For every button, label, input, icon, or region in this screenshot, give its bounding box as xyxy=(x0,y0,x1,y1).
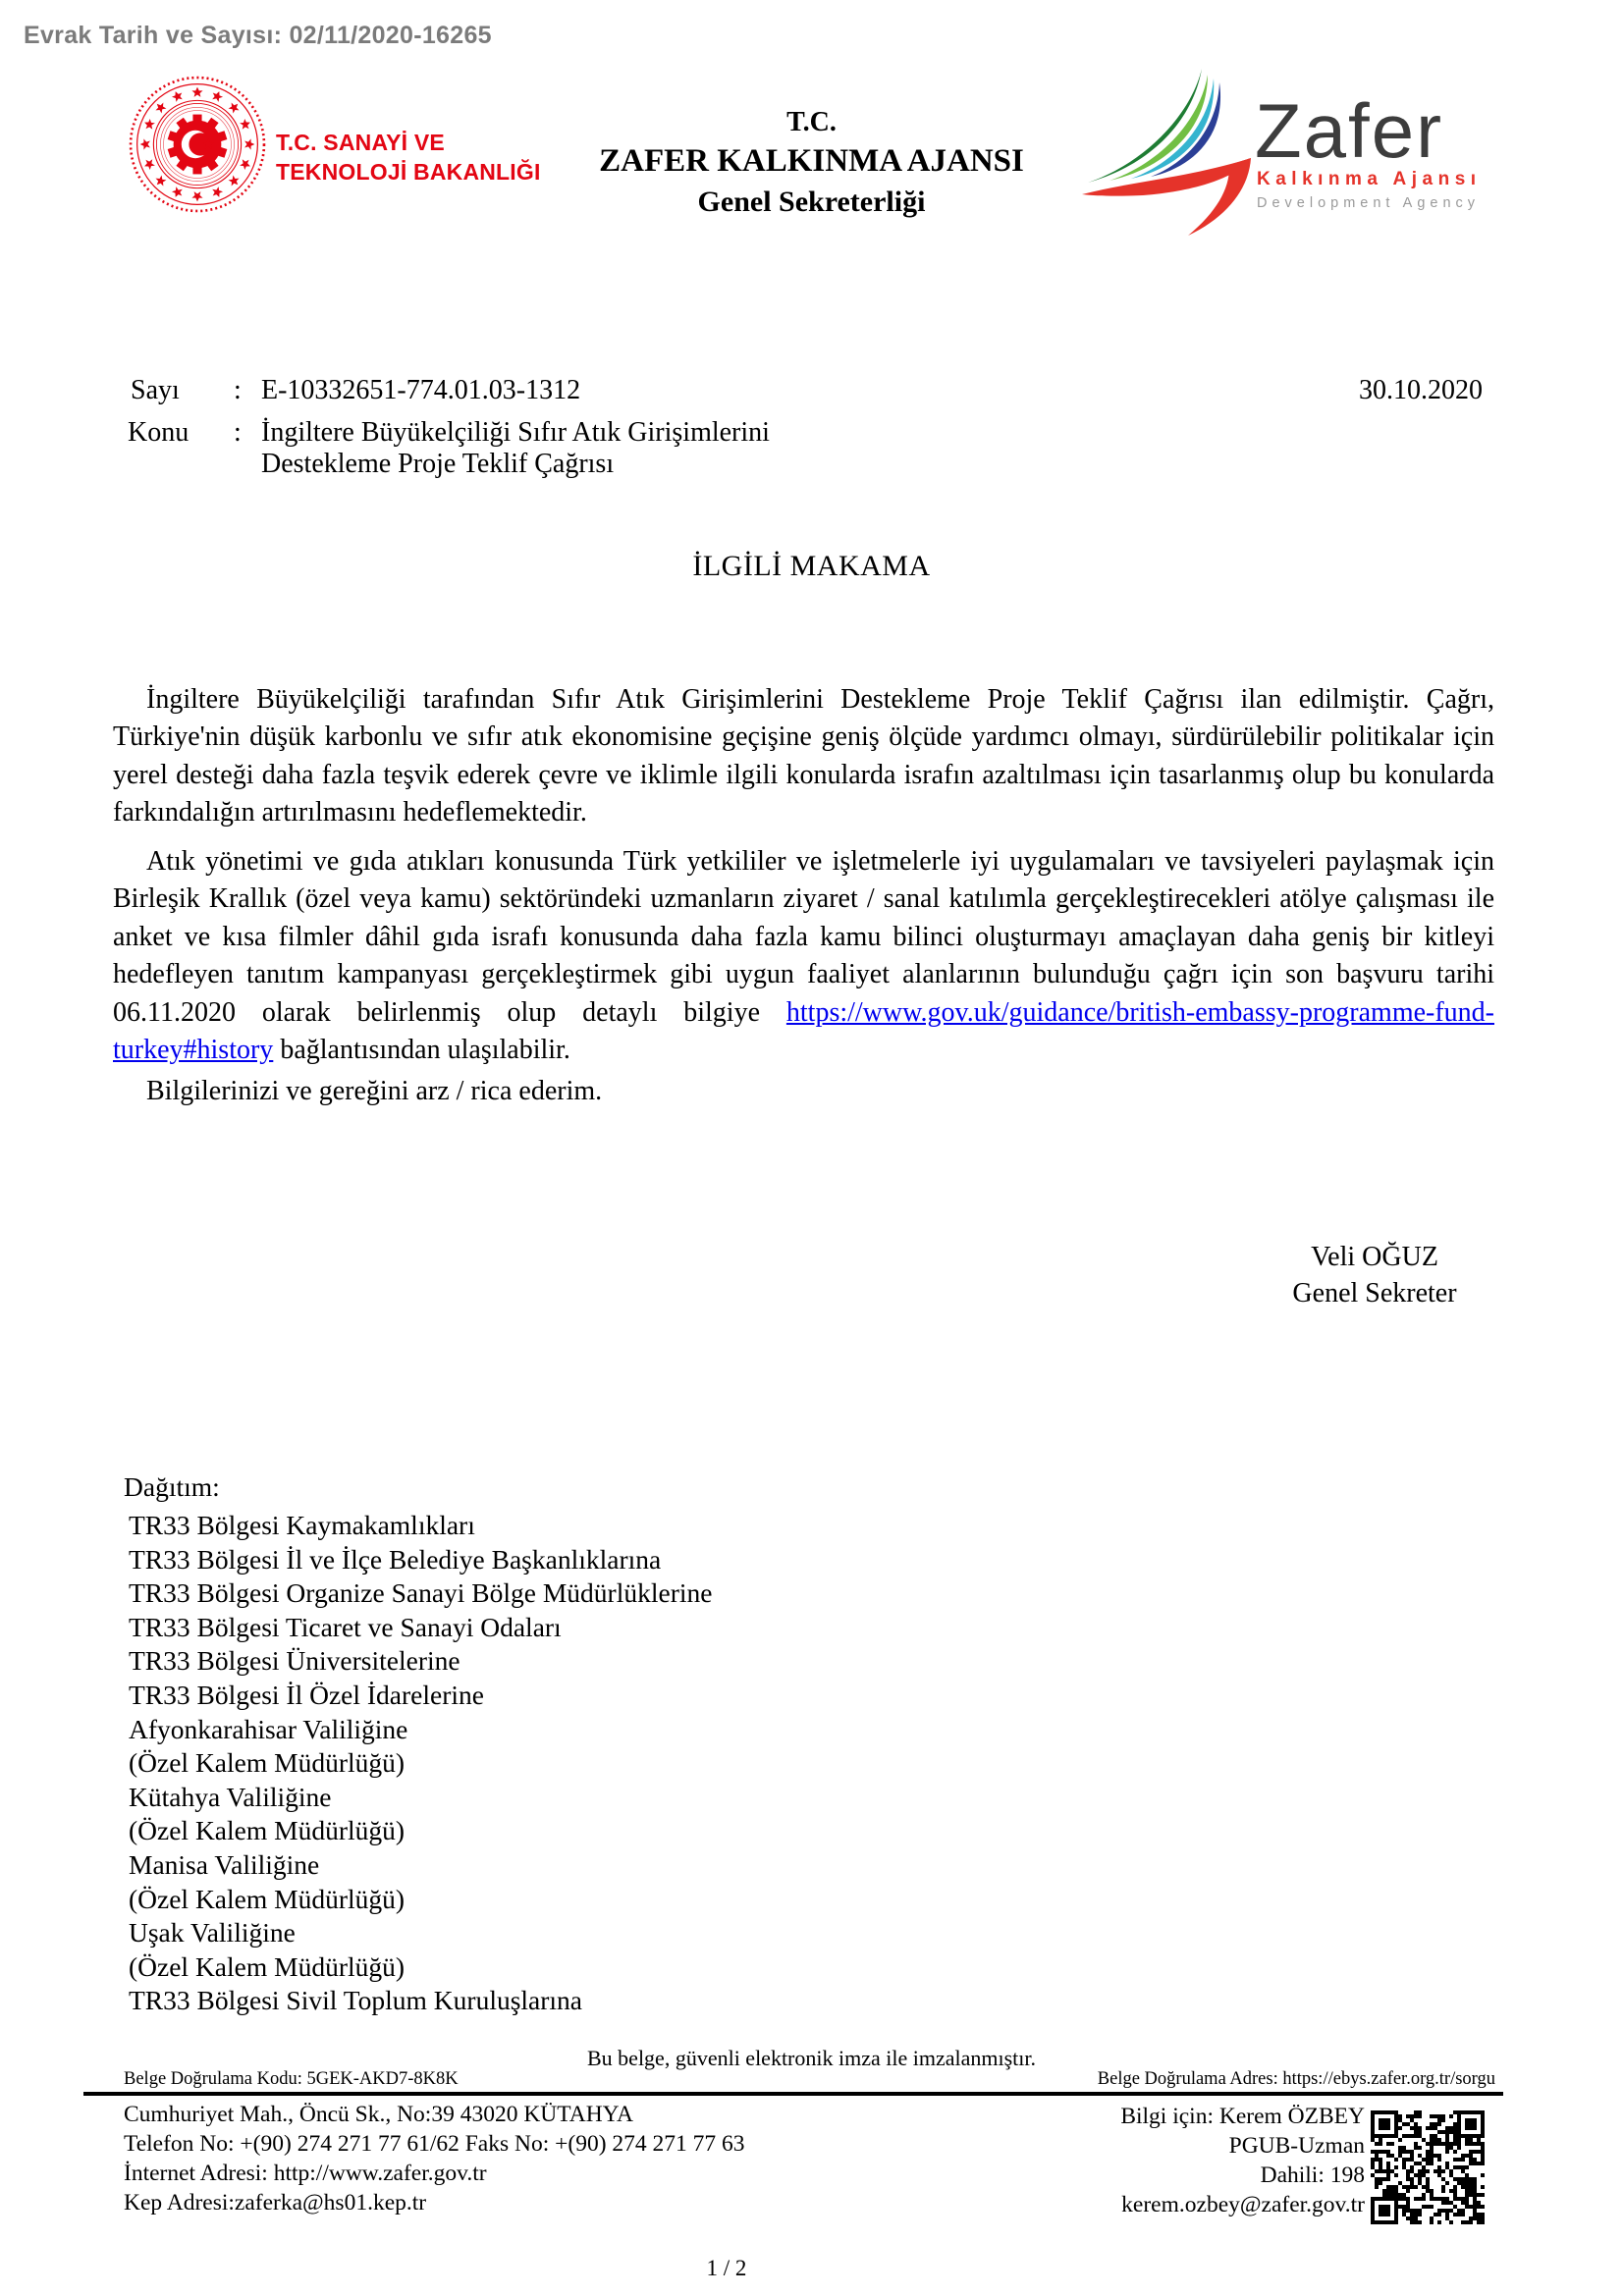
distribution-item: TR33 Bölgesi Organize Sanayi Bölge Müdürlüklerine xyxy=(129,1577,713,1609)
distribution-item: Uşak Valiliğine xyxy=(129,1917,296,1949)
signer-name: Veli OĞUZ xyxy=(1311,1242,1438,1272)
esignature-note: Bu belge, güvenli elektronik imza ile imzalanmıştır. xyxy=(587,2046,1036,2070)
verification-code: Belge Doğrulama Kodu: 5GEK-AKD7-8K8K xyxy=(124,2069,459,2089)
logo-subtitle-tr: Kalkınma Ajansı xyxy=(1257,169,1482,189)
logo-wordmark: Zafer xyxy=(1255,87,1444,174)
distribution-item: TR33 Bölgesi İl Özel İdarelerine xyxy=(129,1679,484,1710)
distribution-item: TR33 Bölgesi Kaymakamlıkları xyxy=(129,1510,475,1540)
distribution-item: TR33 Bölgesi Sivil Toplum Kuruluşlarına xyxy=(129,1985,583,2016)
distribution-item: Manisa Valiliğine xyxy=(129,1848,320,1880)
paragraph-1 xyxy=(113,681,1494,832)
org-unit: Genel Sekreterliği xyxy=(697,186,926,218)
distribution-item: (Özel Kalem Müdürlüğü) xyxy=(129,1883,406,1914)
org-tc: T.C. xyxy=(786,107,837,137)
sayi-label: Sayı xyxy=(131,375,180,405)
paragraph-2-text xyxy=(113,843,1494,1069)
call-details-link[interactable]: https://www.gov.uk/guidance/british-embassy-programme-fund-turkey#history xyxy=(113,996,1494,1066)
paragraph-2-pre: Atık yönetimi ve gıda atıkları konusunda Türk yetkililer ve işletmelerle iyi uygulamaları ve tavsiyeleri paylaşmak için Birleşik Krallık (özel veya kamu) sektöründeki uzmanların ziyaret / sanal katılımla gerçekleştirecekleri atölye çalışması ile anket ve kısa filmler dâhil gıda israfı konusunda daha fazla kamu bilinci oluşturmayı amaçlayan daha geniş bir kitleyi hedefleyen tanıtım kampanyası gerçekleştirmek gibi uygun faaliyet alanlarının bulunduğu çağrı için son başvuru tarihi 06.11.2020 olarak belirlenmiş olup detaylı bilgiye xyxy=(113,846,1494,1028)
distribution-item: TR33 Bölgesi İl ve İlçe Belediye Başkanlıklarına xyxy=(129,1543,662,1575)
footer-divider xyxy=(83,2092,1503,2096)
footer-contact-title: PGUB-Uzman xyxy=(1228,2133,1365,2159)
footer-contact-email: kerem.ozbey@zafer.gov.tr xyxy=(1121,2192,1365,2217)
signer-title: Genel Sekreter xyxy=(1292,1278,1457,1308)
verification-address: Belge Doğrulama Adres: https://ebys.zafer.org.tr/sorgu xyxy=(1097,2069,1495,2089)
logo-subtitle-en: Development Agency xyxy=(1257,195,1481,211)
zafer-agency-logo xyxy=(1080,63,1483,240)
paragraph-1-text: İngiltere Büyükelçiliği tarafından Sıfır Atık Girişimlerini Destekleme Proje Teklif Çağrısı ilan edilmiştir. Çağrı, Türkiye'nin düşük karbonlu ve sıfır atık ekonomisine geçişine geniş ölçüde yardımcı olmayı, sürdürülebilir politikalar için yerel desteği daha fazla teşvik ederek çevre ve iklimle ilgili konularda israfın azaltılması için tasarlanmış olup bu konularda farkındalığın artırılmasını hedeflemektedir. xyxy=(113,684,1494,828)
footer-contact-ext: Dahili: 198 xyxy=(1260,2163,1365,2188)
footer-contact-right xyxy=(1120,2102,1365,2219)
salutation: İLGİLİ MAKAMA xyxy=(692,550,931,582)
footer-phone: Telefon No: +(90) 274 271 77 61/62 Faks No: +(90) 274 271 77 63 xyxy=(124,2131,745,2157)
distribution-item: TR33 Bölgesi Ticaret ve Sanayi Odaları xyxy=(129,1611,562,1642)
footer-web: İnternet Adresi: http://www.zafer.gov.tr xyxy=(124,2161,487,2186)
sayi-value: E-10332651-774.01.03-1312 xyxy=(261,375,581,405)
konu-colon: : xyxy=(234,417,242,448)
distribution-item: (Özel Kalem Müdürlüğü) xyxy=(129,1747,406,1779)
qr-code xyxy=(1371,2110,1485,2224)
footer-address: Cumhuriyet Mah., Öncü Sk., No:39 43020 KÜTAHYA xyxy=(124,2102,634,2127)
distribution-item: (Özel Kalem Müdürlüğü) xyxy=(129,1815,406,1846)
distribution-item: Kütahya Valiliğine xyxy=(129,1781,332,1812)
footer-contact-left xyxy=(124,2100,745,2217)
konu-value-line1: İngiltere Büyükelçiliği Sıfır Atık Girişimlerini xyxy=(261,417,770,448)
distribution-items xyxy=(124,1509,712,2018)
ministry-name-line2: TEKNOLOJİ BAKANLIĞI xyxy=(276,159,541,185)
footer-contact-name: Bilgi için: Kerem ÖZBEY xyxy=(1120,2104,1365,2129)
ministry-name-line1: T.C. SANAYİ VE xyxy=(276,130,445,155)
konu-value-line2: Destekleme Proje Teklif Çağrısı xyxy=(261,449,615,479)
distribution-list xyxy=(124,1470,712,2018)
page-number: 1 / 2 xyxy=(706,2256,747,2280)
closing-line: Bilgilerinizi ve gereğini arz / rica ederim. xyxy=(146,1076,603,1106)
paragraph-2 xyxy=(113,843,1494,1069)
footer-kep: Kep Adresi:zaferka@hs01.kep.tr xyxy=(124,2190,427,2216)
distribution-item: TR33 Bölgesi Üniversitelerine xyxy=(129,1645,460,1677)
distribution-item: (Özel Kalem Müdürlüğü) xyxy=(129,1950,406,1982)
signature-block xyxy=(1247,1239,1502,1311)
konu-label: Konu xyxy=(128,417,189,448)
letter-date: 30.10.2020 xyxy=(1359,375,1483,405)
document-date-number-stamp: Evrak Tarih ve Sayısı: 02/11/2020-16265 xyxy=(24,22,492,49)
org-name: ZAFER KALKINMA AJANSI xyxy=(599,143,1024,179)
distribution-label: Dağıtım: xyxy=(124,1471,220,1502)
distribution-item: Afyonkarahisar Valiliğine xyxy=(129,1713,408,1744)
sayi-colon: : xyxy=(234,375,242,405)
paragraph-2-post: bağlantısından ulaşılabilir. xyxy=(273,1035,570,1066)
